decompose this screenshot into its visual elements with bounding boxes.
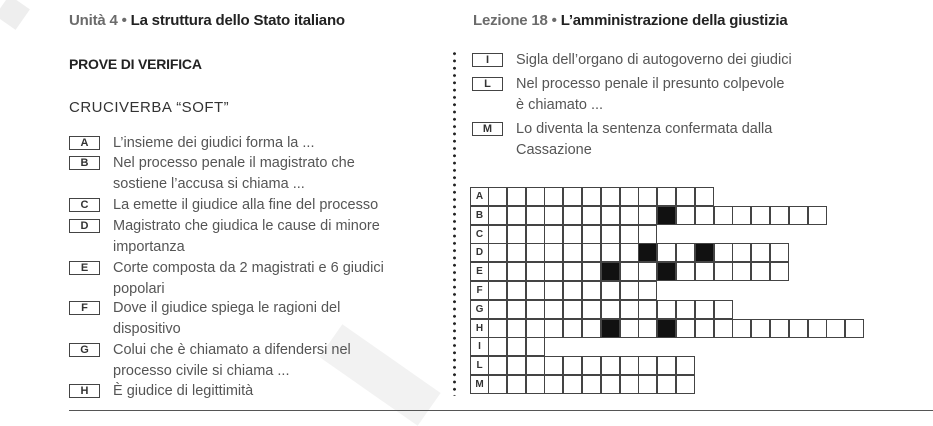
grid-row-label: E [470,262,489,281]
grid-cell[interactable] [563,206,582,225]
grid-cell[interactable] [676,206,695,225]
grid-cell[interactable] [845,319,864,338]
grid-cell[interactable] [751,262,770,281]
grid-row-label: F [470,281,489,300]
grid-cell[interactable] [751,243,770,262]
clue-g [69,340,351,381]
grid-cell[interactable] [695,319,714,338]
grid-cell[interactable] [526,206,545,225]
grid-cell[interactable] [582,262,601,281]
grid-cell[interactable] [620,300,639,319]
grid-cell[interactable] [507,206,526,225]
grid-row-label: G [470,300,489,319]
grid-cell[interactable] [620,375,639,394]
grid-cell[interactable] [507,300,526,319]
grid-cell[interactable] [526,375,545,394]
grid-cell[interactable] [620,225,639,244]
grid-cell[interactable] [507,356,526,375]
grid-cell[interactable] [620,262,639,281]
grid-cell[interactable] [582,300,601,319]
grid-cell[interactable] [601,356,620,375]
clue-letter-box: H [69,384,100,398]
clue-letter-box: G [69,343,100,357]
grid-cell[interactable] [789,319,808,338]
grid-cell[interactable] [770,262,789,281]
grid-cell[interactable] [638,187,657,206]
grid-cell[interactable] [601,281,620,300]
grid-row-label: A [470,187,489,206]
grid-cell[interactable] [808,206,827,225]
clue-d [69,216,380,257]
grid-cell[interactable] [657,243,676,262]
grid-cell[interactable] [826,319,845,338]
clue-f [69,298,340,339]
grid-cell-black [657,319,676,338]
clue-e [69,258,384,299]
grid-row-label: I [470,337,489,356]
clue-text: Nel processo penale il magistrato che sostiene l’accusa si chiama ... [113,155,355,192]
grid-cell[interactable] [676,356,695,375]
grid-cell[interactable] [544,356,563,375]
grid-cell[interactable] [488,225,507,244]
grid-cell[interactable] [526,243,545,262]
grid-cell[interactable] [544,243,563,262]
grid-cell-black [638,243,657,262]
grid-cell[interactable] [732,262,751,281]
grid-cell[interactable] [526,281,545,300]
grid-cell[interactable] [638,300,657,319]
grid-cell[interactable] [544,206,563,225]
grid-cell[interactable] [695,262,714,281]
clue-letter-box: M [472,122,503,136]
grid-cell[interactable] [544,225,563,244]
grid-cell[interactable] [563,262,582,281]
grid-cell[interactable] [695,206,714,225]
grid-cell[interactable] [544,281,563,300]
grid-cell[interactable] [676,262,695,281]
grid-cell[interactable] [620,319,639,338]
grid-cell[interactable] [657,300,676,319]
grid-cell[interactable] [526,300,545,319]
grid-row-label: H [470,319,489,338]
grid-cell[interactable] [789,206,808,225]
grid-cell[interactable] [770,206,789,225]
grid-cell[interactable] [488,375,507,394]
grid-cell[interactable] [488,300,507,319]
grid-cell[interactable] [544,262,563,281]
clue-letter-box: C [69,198,100,212]
watermark-fragment [0,0,30,30]
grid-cell[interactable] [526,225,545,244]
grid-cell-black [695,243,714,262]
grid-cell[interactable] [488,243,507,262]
grid-cell[interactable] [770,243,789,262]
clue-text: Lo diventa la sentenza confermata dalla Cassazione [516,121,773,158]
grid-cell[interactable] [507,225,526,244]
grid-cell[interactable] [601,187,620,206]
grid-cell[interactable] [507,337,526,356]
grid-cell[interactable] [732,319,751,338]
grid-cell[interactable] [488,187,507,206]
grid-cell[interactable] [526,356,545,375]
grid-cell[interactable] [808,319,827,338]
grid-cell[interactable] [601,300,620,319]
clue-letter-box: F [69,301,100,315]
grid-cell[interactable] [676,187,695,206]
clue-letter-box: D [69,219,100,233]
grid-cell[interactable] [563,243,582,262]
grid-cell[interactable] [638,281,657,300]
grid-cell[interactable] [563,356,582,375]
clue-text: Sigla dell’organo di autogoverno dei giudici [516,52,792,68]
grid-cell[interactable] [657,356,676,375]
grid-cell[interactable] [657,375,676,394]
grid-cell[interactable] [638,262,657,281]
grid-row-label: B [470,206,489,225]
grid-row-label: L [470,356,489,375]
clue-text: Corte composta da 2 magistrati e 6 giudici popolari [113,260,384,297]
grid-cell[interactable] [751,319,770,338]
clue-l [472,74,784,115]
grid-row-label: M [470,375,489,394]
clue-text: È giudice di legittimità [113,383,254,399]
clue-text: Nel processo penale il presunto colpevole è chiamato ... [516,76,785,113]
grid-cell[interactable] [582,356,601,375]
grid-cell[interactable] [563,300,582,319]
grid-cell[interactable] [488,356,507,375]
grid-cell[interactable] [582,225,601,244]
grid-cell[interactable] [544,319,563,338]
grid-cell[interactable] [507,319,526,338]
clue-text: Dove il giudice spiega le ragioni del dispositivo [113,300,341,337]
grid-cell[interactable] [507,243,526,262]
grid-cell-black [601,319,620,338]
grid-cell[interactable] [582,319,601,338]
clue-h [69,381,253,402]
grid-cell[interactable] [582,206,601,225]
lesson-title: L’amministrazione della giustizia [560,12,788,29]
clue-letter-box: B [69,156,100,170]
grid-cell[interactable] [544,300,563,319]
grid-cell[interactable] [714,262,733,281]
grid-cell[interactable] [620,356,639,375]
grid-cell[interactable] [488,262,507,281]
clue-letter-box: I [472,53,503,67]
grid-cell[interactable] [544,375,563,394]
grid-cell[interactable] [714,243,733,262]
grid-cell[interactable] [695,300,714,319]
grid-cell[interactable] [620,243,639,262]
grid-cell[interactable] [507,187,526,206]
grid-cell[interactable] [526,187,545,206]
grid-cell[interactable] [620,206,639,225]
grid-cell[interactable] [507,281,526,300]
grid-cell[interactable] [507,375,526,394]
clue-a [69,133,315,154]
dotted-divider [453,50,456,396]
clue-letter-box: A [69,136,100,150]
grid-cell[interactable] [582,243,601,262]
grid-cell[interactable] [620,187,639,206]
clue-m [472,119,772,160]
grid-cell-black [657,206,676,225]
clue-text: La emette il giudice alla fine del processo [113,197,379,213]
section-title: PROVE DI VERIFICA [69,56,202,72]
grid-cell[interactable] [544,187,563,206]
grid-cell[interactable] [601,225,620,244]
grid-cell[interactable] [582,187,601,206]
grid-cell[interactable] [676,243,695,262]
grid-cell[interactable] [507,262,526,281]
unit-label: Unità 4 • [69,12,127,29]
lesson-label: Lezione 18 • [473,12,557,29]
grid-cell[interactable] [526,337,545,356]
grid-cell[interactable] [714,206,733,225]
grid-cell[interactable] [601,206,620,225]
grid-cell[interactable] [676,300,695,319]
grid-cell[interactable] [563,281,582,300]
grid-cell[interactable] [714,319,733,338]
grid-cell[interactable] [620,281,639,300]
grid-cell-black [601,262,620,281]
grid-cell[interactable] [657,187,676,206]
grid-cell[interactable] [488,281,507,300]
clue-letter-box: L [472,77,503,91]
unit-header [69,12,345,29]
grid-cell[interactable] [732,243,751,262]
grid-cell[interactable] [582,281,601,300]
grid-cell[interactable] [638,206,657,225]
grid-row-label: C [470,225,489,244]
grid-cell[interactable] [563,375,582,394]
grid-cell[interactable] [526,262,545,281]
grid-cell[interactable] [695,187,714,206]
grid-cell[interactable] [770,319,789,338]
unit-title: La struttura dello Stato italiano [130,12,345,29]
grid-cell-black [657,262,676,281]
clue-text: Colui che è chiamato a difendersi nel processo civile si chiama ... [113,342,351,379]
clue-text: L’insieme dei giudici forma la ... [113,135,315,151]
grid-cell[interactable] [526,319,545,338]
grid-cell[interactable] [638,225,657,244]
clue-b [69,153,355,194]
grid-cell[interactable] [676,375,695,394]
lesson-header [473,12,787,29]
grid-cell[interactable] [488,337,507,356]
grid-row-label: D [470,243,489,262]
grid-cell[interactable] [601,375,620,394]
grid-cell[interactable] [676,319,695,338]
grid-cell[interactable] [732,206,751,225]
grid-cell[interactable] [582,375,601,394]
clue-c [69,195,378,216]
grid-cell[interactable] [751,206,770,225]
grid-cell[interactable] [488,319,507,338]
grid-cell[interactable] [714,300,733,319]
clue-letter-box: E [69,261,100,275]
grid-cell[interactable] [638,375,657,394]
clue-i [472,50,792,71]
crossword-title: CRUCIVERBA “SOFT” [69,99,230,116]
grid-cell[interactable] [638,356,657,375]
clue-text: Magistrato che giudica le cause di minore importanza [113,218,380,255]
grid-cell[interactable] [563,225,582,244]
grid-cell[interactable] [488,206,507,225]
grid-cell[interactable] [638,319,657,338]
grid-cell[interactable] [563,319,582,338]
grid-cell[interactable] [563,187,582,206]
grid-cell[interactable] [601,243,620,262]
bottom-rule [69,410,933,411]
